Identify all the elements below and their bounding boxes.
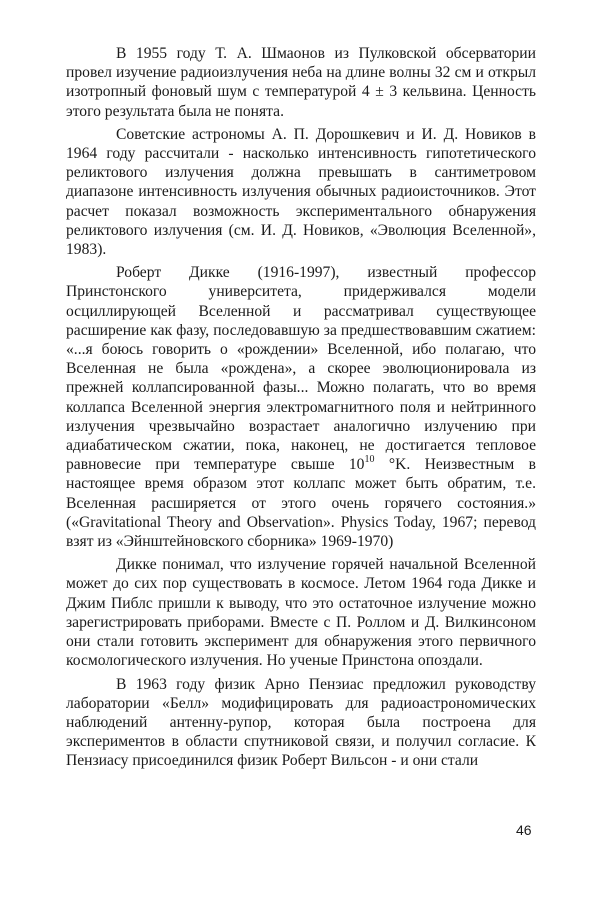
body-text [66,44,536,771]
paragraph-dicke-quote [66,263,536,551]
paragraph-dicke-peebles: Дикке понимал, что излучение горячей начальной Вселенной может до сих пор существовать в космосе. Летом 1964 года Дикке и Джим Пиблс пришли к выводу, что это остаточное излучение можно зарегистрировать приборами. Вместе с П. Роллом и Д. Вилкинсоном они стали готовить эксперимент для обнаружения этого первичного космологического излучения. Но ученые Принстона опоздали. [66,556,536,670]
quote-text-before: Роберт Дикке (1916-1997), известный профессор Принстонского университета, придерживался модели осциллирующей Вселенной и рассматривал существующее расширение как фазу, последовавшую за предшествовавшим сжатием: «...я боюсь говорить о «рождении» Вселенной, ибо полагаю, что Вселенная не была «рождена», а скорее эволюционировала из прежней коллапсированной фазы... Можно полагать, что во время коллапса Вселенной энергия электромагнитного поля и нейтринного излучения чрезвычайно возрастает аналогично излучению при адиабатическом сжатии, пока, наконец, не достигается тепловое равновесие при температуре свыше 10 [66,264,536,474]
temperature-exponent: 10 [364,454,375,466]
quote-text-after: °K. Неизвестным в настоящее время образом этот коллапс может быть обратим, т.е. Вселенная расширяется от этого очень горячего состояния.» («Gravitational Theory and Observation». Physics Today, 1967; перевод взят из «Эйнштейновского сборника» 1969-1970) [66,456,536,551]
page-number: 46 [516,822,532,838]
paragraph-doroshkevich-novikov: Советские астрономы А. П. Дорошкевич и И. Д. Новиков в 1964 году рассчитали - насколько интенсивность гипотетического реликтового излучения должна превышать в сантиметровом диапазоне интенсивность излучения обычных радиоисточников. Этот расчет показал возможность экспериментального обнаружения реликтового излучения (см. И. Д. Новиков, «Эволюция Вселенной», 1983). [66,125,536,259]
paragraph-shmaonov: В 1955 году Т. А. Шмаонов из Пулковской обсерватории провел изучение радиоизлучения неба на длине волны 32 см и открыл изотропный фоновый шум с температурой 4 ± 3 кельвина. Ценность этого результата была не понята. [66,45,536,120]
paragraph-penzias: В 1963 году физик Арно Пензиас предложил руководству лаборатории «Белл» модифицировать для радиоастрономических наблюдений антенну-рупор, которая была построена для экспериментов в области спутниковой связи, и получил согласие. К Пензиасу присоединился физик Роберт Вильсон - и они стали [66,675,536,770]
